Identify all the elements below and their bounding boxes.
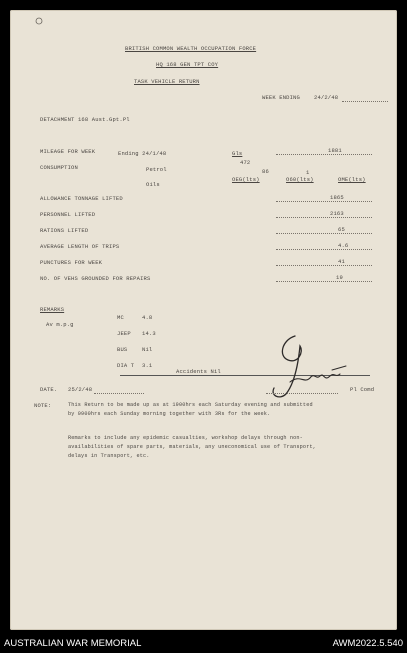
date-value: 25/2/48	[68, 386, 93, 393]
row-label: PUNCTURES FOR WEEK	[40, 259, 103, 266]
oils-label: Oils	[146, 181, 160, 188]
remark-value: 14.3	[142, 330, 156, 337]
row-label: AVERAGE LENGTH OF TRIPS	[40, 243, 120, 250]
row-dots	[276, 265, 372, 266]
detachment: DETACHMENT 168 Aust.Gpt.Pl	[40, 116, 130, 123]
signature-dots	[266, 393, 338, 394]
notes-line: delays in Transport, etc.	[68, 453, 150, 459]
signature-icon	[260, 332, 360, 402]
row-value: 4.6	[338, 242, 349, 249]
corner-mark-icon	[34, 16, 44, 26]
week-ending-label: WEEK ENDING	[262, 94, 300, 101]
row-label: PERSONNEL LIFTED	[40, 211, 96, 218]
week-ending-dots	[342, 101, 388, 102]
remarks-label: REMARKS	[40, 306, 65, 313]
archive-footer	[0, 634, 407, 653]
consumption-label: CONSUMPTION	[40, 164, 78, 171]
footer-accession: AWM2022.5.540	[332, 638, 403, 649]
oeg-value: 86	[262, 168, 269, 175]
accidents-note: Accidents Nil	[176, 368, 221, 375]
notes-line: Remarks to include any epidemic casualties, workshop delays through non-	[68, 435, 303, 441]
date-dots	[94, 393, 144, 394]
petrol-label: Petrol	[146, 166, 167, 173]
notes-label: NOTE:	[34, 402, 52, 409]
remark-name: JEEP	[117, 330, 131, 337]
oeg-label: OEG(lts)	[232, 176, 260, 183]
remarks-sub: Av m.p.g	[46, 321, 74, 328]
mileage-dots	[276, 154, 372, 155]
row-label: NO. OF VEHS GROUNDED FOR REPAIRS	[40, 275, 151, 282]
remark-name: MC	[117, 314, 124, 321]
remark-name: DIA T	[117, 362, 135, 369]
row-dots	[276, 201, 372, 202]
row-label: RATIONS LIFTED	[40, 227, 89, 234]
org-title: BRITISH COMMON WEALTH OCCUPATION FORCE	[125, 45, 257, 52]
notes-line: availabilities of spare parts, materials, any uneconomical use of Transport,	[68, 444, 316, 450]
document-page	[10, 10, 397, 630]
remark-value: 4.8	[142, 314, 153, 321]
row-value: 65	[338, 226, 345, 233]
row-dots	[276, 281, 372, 282]
notes-line: This Return to be made up as at 1900hrs each Saturday evening and submitted	[68, 402, 313, 408]
remark-value: Nil	[142, 346, 153, 353]
galls-value: 472	[240, 159, 251, 166]
signature-role: Pl Comd	[350, 386, 375, 393]
galls-label: Gls	[232, 150, 243, 157]
row-label: ALLOWANCE TONNAGE LIFTED	[40, 195, 123, 202]
footer-institution: AUSTRALIAN WAR MEMORIAL	[4, 638, 142, 649]
row-value: 1865	[330, 194, 344, 201]
mileage-ending: Ending 24/1/48	[118, 150, 167, 157]
unit-title: HQ 168 GEN TPT COY	[156, 61, 219, 68]
mileage-value: 1881	[328, 147, 342, 154]
week-ending-value: 24/2/48	[314, 94, 339, 101]
return-title: TASK VEHICLE RETURN	[134, 78, 200, 85]
remark-name: BUS	[117, 346, 128, 353]
row-value: 41	[338, 258, 345, 265]
row-dots	[276, 249, 372, 250]
o60-value: 1	[306, 169, 310, 176]
remark-value: 3.1	[142, 362, 153, 369]
date-label: DATE.	[40, 386, 58, 393]
row-dots	[276, 233, 372, 234]
notes-line: by 0900hrs each Sunday morning together with 3Rs for the week.	[68, 411, 271, 417]
row-value: 2163	[330, 210, 344, 217]
ome-label: OME(lts)	[338, 176, 366, 183]
mileage-label: MILEAGE FOR WEEK	[40, 148, 96, 155]
o60-label: O60(lts)	[286, 176, 314, 183]
row-value: 19	[336, 274, 343, 281]
row-dots	[276, 217, 372, 218]
